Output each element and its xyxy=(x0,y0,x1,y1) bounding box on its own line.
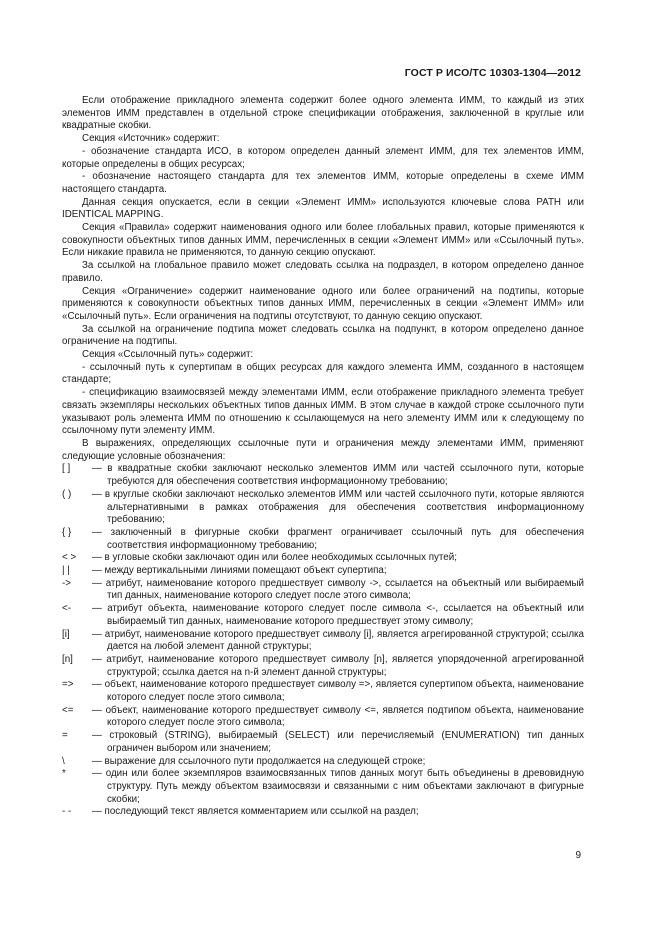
list-item: - обозначение настоящего стандарта для тех элементов ИММ, которые определены в схеме ИММ настоящего стандарта. xyxy=(62,171,584,195)
list-item: - обозначение стандарта ИСО, в котором определен данный элемент ИММ, для тех элементов ИММ, которые определены в общих ресурсах; xyxy=(62,145,584,170)
paragraph: Секция «Ссылочный путь» содержит: xyxy=(82,349,254,361)
notation-text: — атрибут, наименование которого предшествует символу ->, ссылается на объектный или выбираемый тип данных, наименование которого следует после этого символа; xyxy=(92,577,584,602)
notation-text: — в круглые скобки заключают несколько элементов ИММ или частей ссылочного пути, которые являются альтернативными в рамках отображения для обеспечения соответствия информационному требованию; xyxy=(92,488,584,526)
notation-symbol: - - xyxy=(62,806,72,818)
notation-text: — строковый (STRING), выбираемый (SELECT) или перечисляемый (ENUMERATION) тип данных ограничен выбором или значением; xyxy=(92,730,584,754)
notation-symbol: { } xyxy=(62,526,72,538)
notation-item xyxy=(62,489,584,527)
document-header: ГОСТ Р ИСО/ТС 10303-1304—2012 xyxy=(404,67,581,79)
notation-text: — между вертикальными линиями помещают объект супертипа; xyxy=(92,565,387,577)
notation-symbol: -> xyxy=(62,577,71,589)
notation-item xyxy=(62,603,584,628)
notation-symbol: \ xyxy=(62,755,65,767)
notation-text: — в угловые скобки заключают один или более необходимых ссылочных путей; xyxy=(92,552,457,564)
notation-item xyxy=(62,565,584,578)
notation-text: — атрибут, наименование которого предшествует символу [i], является агрегированной структурой; ссылка дается на любой элемент данной структуры; xyxy=(92,628,584,653)
notation-symbol: | | xyxy=(62,565,70,577)
notation-text: — последующий текст является комментарием или ссылкой на раздел; xyxy=(92,806,419,818)
notation-symbol: [n] xyxy=(62,653,73,665)
notation-item xyxy=(62,679,584,704)
notation-item xyxy=(62,552,584,565)
notation-text: — объект, наименование которого предшествует символу <=, является подтипом объекта, наименование которого следует после этого символа; xyxy=(92,704,584,729)
notation-item xyxy=(62,578,584,603)
notation-list xyxy=(62,463,584,819)
paragraph: Секция «Ограничение» содержит наименование одного или более ограничений на подтипы, которые применяются к совокупности объектных типов данных ИММ, перечисленных в секции «Элемент ИММ» или «Ссылочный путь». Если ограничения на подтипы отсутствуют, то данную секцию опускают. xyxy=(62,285,584,322)
notation-symbol: = xyxy=(62,730,68,742)
paragraph: Секция «Правила» содержит наименования одного или более глобальных правил, которые применяются к совокупности объектных типов данных ИММ, перечисленных в секции «Элемент ИММ» или «Ссылочный путь». Если никакие правила не применяются, то данную секцию опускают. xyxy=(62,222,584,259)
notation-item xyxy=(62,730,584,755)
paragraph: Данная секция опускается, если в секции «Элемент ИММ» используются ключевые слова PATH или IDENTICAL MAPPING. xyxy=(62,196,584,221)
notation-text: — атрибут, наименование которого предшествует символу [n], является упорядоченной агрегированной структурой; ссылка дается на n-й элемент данной структуры; xyxy=(92,653,584,678)
notation-text: — объект, наименование которого предшествует символу =>, является супертипом объекта, наименование которого следует после этого символа; xyxy=(92,679,584,704)
notation-item xyxy=(62,527,584,552)
document-body xyxy=(62,95,584,819)
notation-symbol: * xyxy=(62,768,66,780)
paragraph: В выражениях, определяющих ссылочные пути и ограничения между элементами ИММ, применяют следующие условные обозначения: xyxy=(62,437,584,462)
page-number: 9 xyxy=(575,850,581,861)
notation-text: — выражение для ссылочного пути продолжается на следующей строке; xyxy=(92,755,426,767)
paragraph: За ссылкой на ограничение подтипа может следовать ссылка на подпункт, в котором определено данное ограничение на подтипы. xyxy=(62,323,584,348)
notation-symbol: < > xyxy=(62,552,77,564)
list-item: - спецификацию взаимосвязей между элементами ИММ, если отображение прикладного элемента требует связать экземпляры нескольких объектных типов данных ИММ. В этом случае в каждой строке ссылочного пути указывают роль элемента ИММ по отношению к ссылающемуся на него элементу ИММ или к следующему по ссылочному пути элементу ИММ. xyxy=(62,387,584,437)
notation-symbol: => xyxy=(62,679,74,691)
notation-item xyxy=(62,768,584,806)
notation-symbol: [ ] xyxy=(62,463,71,475)
paragraph: Секция «Источник» содержит: xyxy=(82,133,220,145)
notation-item xyxy=(62,705,584,730)
notation-item xyxy=(62,756,584,769)
notation-symbol: [i] xyxy=(62,628,70,640)
list-item: - ссылочный путь к супертипам в общих ресурсах для каждого элемента ИММ, созданного в настоящем стандарте; xyxy=(62,361,584,386)
notation-text: — один или более экземпляров взаимосвязанных типов данных могут быть объединены в древовидную структуру. Путь между объектом взаимосвязи и связанными с ним объектами заключают в фигурные скобки; xyxy=(92,768,584,805)
notation-item xyxy=(62,629,584,654)
notation-item xyxy=(62,463,584,488)
notation-text: — заключенный в фигурные скобки фрагмент ограничивает ссылочный путь для обеспечения соответствия информационному требованию; xyxy=(92,526,584,551)
paragraph: Если отображение прикладного элемента содержит более одного элемента ИММ, то каждый из этих элементов ИММ представлен в отдельной строке спецификации отображения, заключенной в круглые или квадратные скобки. xyxy=(62,95,584,132)
notation-symbol: <- xyxy=(62,603,71,615)
paragraph: За ссылкой на глобальное правило может следовать ссылка на подраздел, в котором определено данное правило. xyxy=(62,260,584,284)
notation-text: — в квадратные скобки заключают несколько элементов ИММ или частей ссылочного пути, которые требуются для обеспечения соответствия информационному требованию; xyxy=(92,463,584,488)
notation-text: — атрибут объекта, наименование которого следует после символа <-, ссылается на объектный или выбираемый тип данных, наименование которого предшествует этому символу; xyxy=(92,603,584,627)
notation-item xyxy=(62,806,584,819)
notation-symbol: ( ) xyxy=(62,488,72,500)
notation-symbol: <= xyxy=(62,704,74,716)
notation-item xyxy=(62,654,584,679)
